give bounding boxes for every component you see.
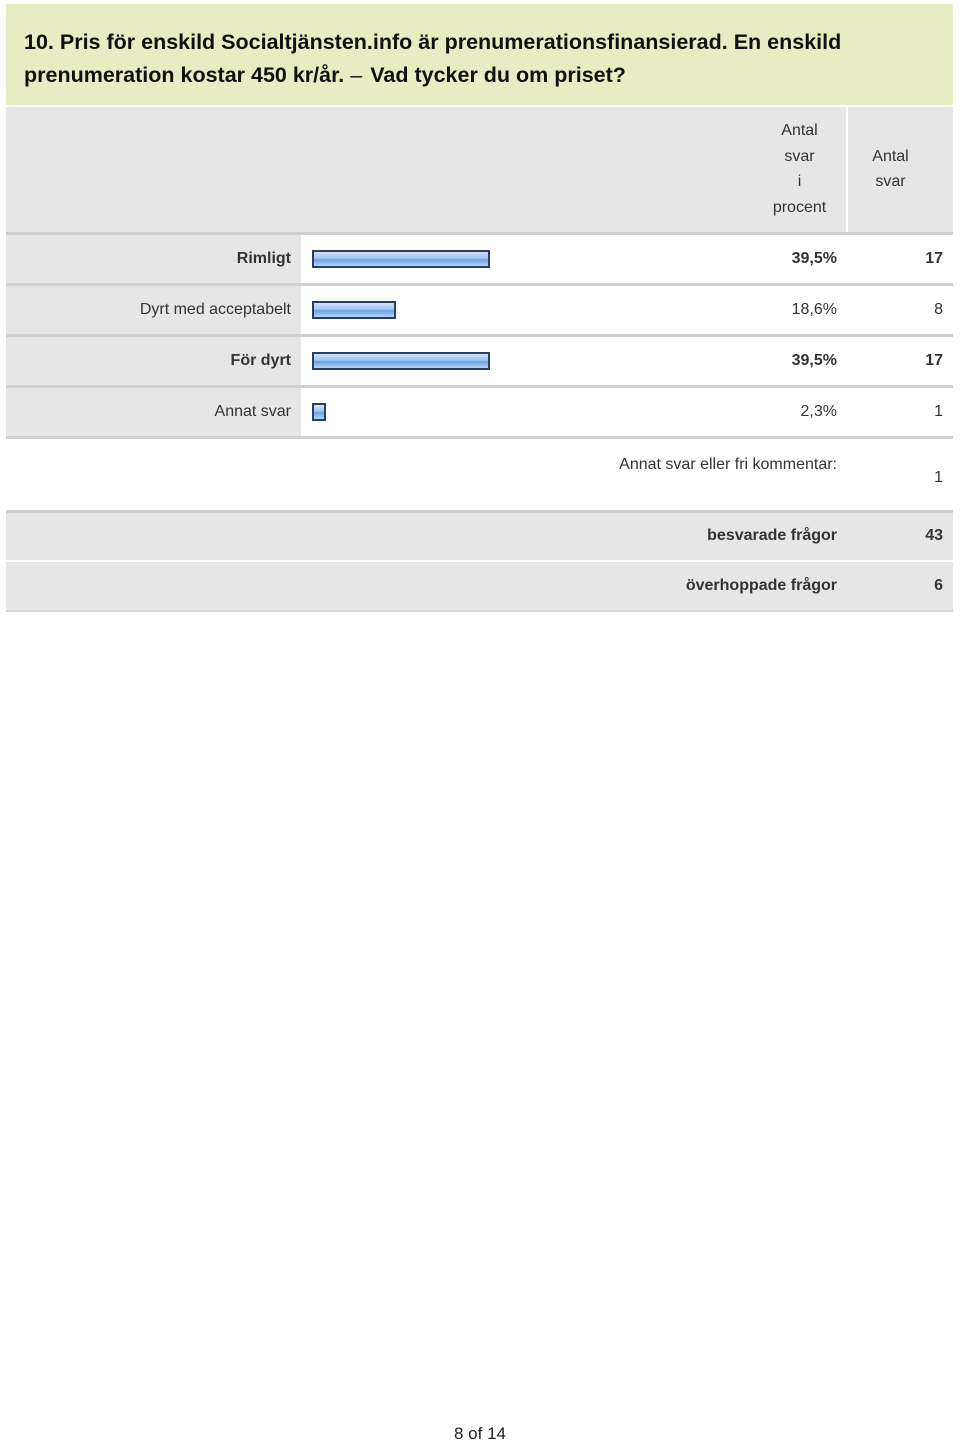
answer-row	[6, 386, 953, 437]
answer-percent: 18,6%	[753, 284, 847, 335]
answer-bar	[312, 301, 396, 319]
answer-bar-cell	[301, 233, 753, 284]
answer-row	[6, 284, 953, 335]
answered-row	[6, 511, 953, 561]
header-percent-line: svar	[784, 147, 815, 165]
answer-bar-cell	[301, 386, 753, 437]
header-label-cell	[6, 107, 301, 233]
answer-bar	[312, 352, 490, 370]
answer-rows	[6, 233, 953, 437]
answer-bar	[312, 250, 490, 268]
answered-label: besvarade frågor	[6, 511, 847, 561]
question-text-line2b: Vad tycker du om priset?	[370, 63, 626, 87]
comment-count: 1	[847, 437, 953, 511]
question-text-line2	[24, 59, 935, 92]
question-text-line2a: prenumeration kostar 450 kr/år.	[24, 63, 345, 87]
answer-count: 1	[847, 386, 953, 437]
comment-row	[6, 437, 953, 511]
skipped-row	[6, 561, 953, 611]
skipped-count: 6	[847, 561, 953, 611]
skipped-label: överhoppade frågor	[6, 561, 847, 611]
answer-label: Annat svar	[6, 386, 301, 437]
answer-bar-cell	[301, 335, 753, 386]
header-count-line: Antal	[872, 147, 909, 165]
header-count	[847, 107, 953, 233]
answered-count: 43	[847, 511, 953, 561]
header-percent	[753, 107, 847, 233]
answer-bar	[312, 403, 326, 421]
page-number: 8 of 14	[454, 1424, 506, 1443]
answer-row	[6, 335, 953, 386]
answer-percent: 39,5%	[753, 335, 847, 386]
answer-row	[6, 233, 953, 284]
question-text-line1: 10. Pris för enskild Socialtjänsten.info är prenumerationsfinansierad. En enskild	[24, 30, 842, 54]
question-dash: –	[350, 63, 363, 87]
answer-bar-cell	[301, 284, 753, 335]
header-count-line: svar	[875, 173, 906, 191]
header-row	[6, 107, 953, 233]
results-table	[6, 107, 953, 612]
header-percent-line: procent	[772, 198, 827, 216]
answer-label: För dyrt	[6, 335, 301, 386]
comment-label: Annat svar eller fri kommentar:	[6, 437, 847, 511]
header-percent-line: i	[797, 173, 802, 191]
answer-count: 17	[847, 335, 953, 386]
answer-count: 17	[847, 233, 953, 284]
answer-percent: 39,5%	[753, 233, 847, 284]
question-header	[6, 4, 953, 105]
answer-label: Dyrt med acceptabelt	[6, 284, 301, 335]
header-bar-cell	[301, 107, 753, 233]
answer-label: Rimligt	[6, 233, 301, 284]
answer-percent: 2,3%	[753, 386, 847, 437]
answer-count: 8	[847, 284, 953, 335]
header-percent-line: Antal	[781, 122, 818, 140]
